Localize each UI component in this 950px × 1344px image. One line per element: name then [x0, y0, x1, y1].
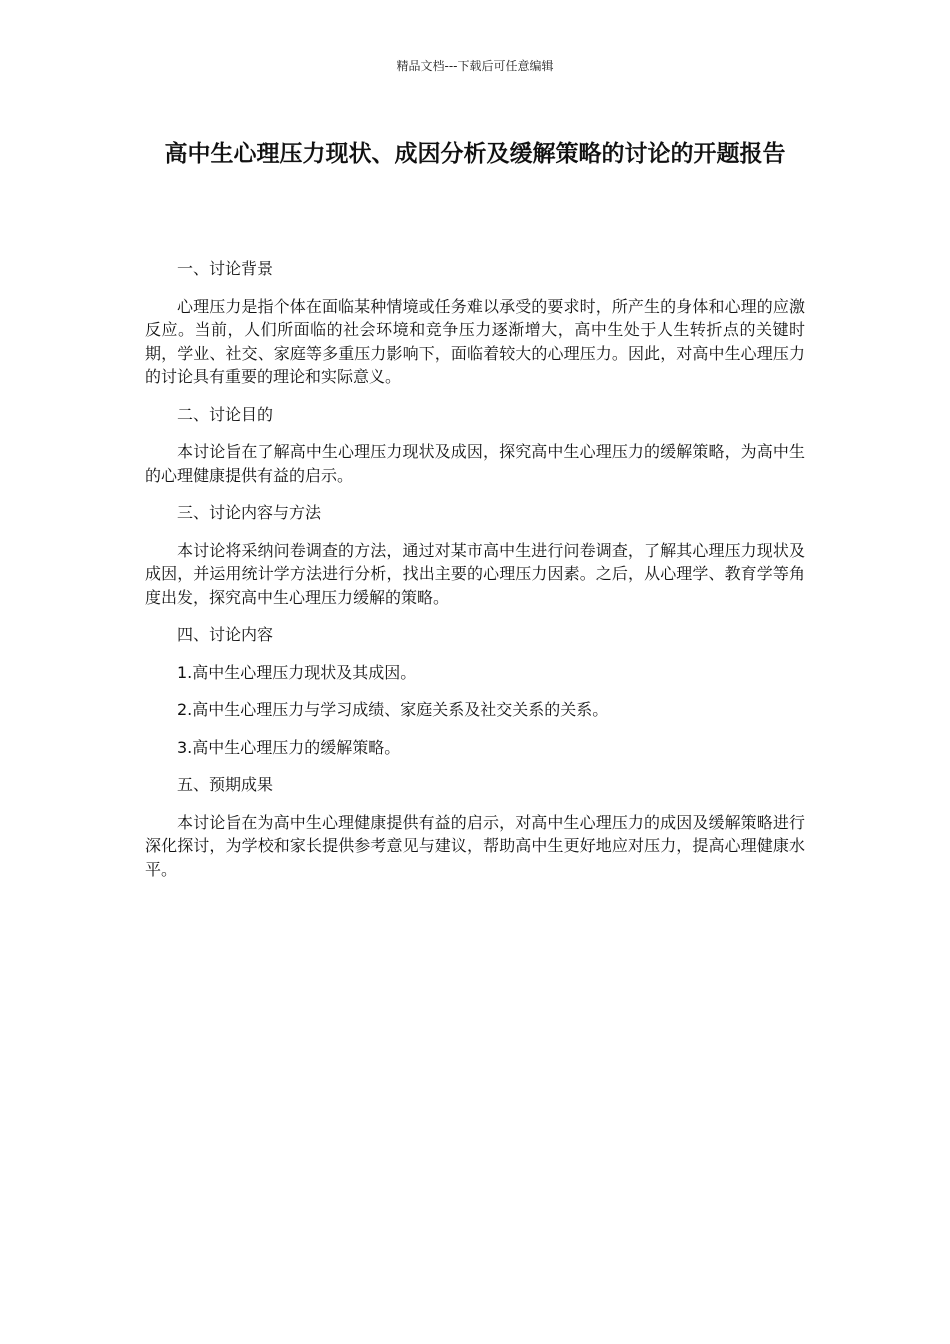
paragraph-outcome: 本讨论旨在为高中生心理健康提供有益的启示，对高中生心理压力的成因及缓解策略进行深化探讨，为学校和家长提供参考意见与建议，帮助高中生更好地应对压力，提高心理健康水平。: [145, 812, 805, 879]
list-item: 3.高中生心理压力的缓解策略。: [177, 737, 401, 757]
paragraph-method: 本讨论将采纳问卷调查的方法，通过对某市高中生进行问卷调查，了解其心理压力现状及成因，并运用统计学方法进行分析，找出主要的心理压力因素。之后，从心理学、教育学等角度出发，探究高中生心理压力缓解的策略。: [145, 540, 805, 607]
section-heading-outcome: 五、预期成果: [177, 775, 274, 794]
section-heading-method: 三、讨论内容与方法: [177, 503, 322, 522]
header-note: 精品文档---下载后可任意编辑: [396, 59, 554, 73]
document-title: 高中生心理压力现状、成因分析及缓解策略的讨论的开题报告: [164, 141, 786, 167]
paragraph-purpose: 本讨论旨在了解高中生心理压力现状及成因，探究高中生心理压力的缓解策略，为高中生的心理健康提供有益的启示。: [145, 442, 805, 485]
section-heading-purpose: 二、讨论目的: [177, 404, 274, 424]
paragraph-background: 心理压力是指个体在面临某种情境或任务难以承受的要求时，所产生的身体和心理的应激反应。当前，人们所面临的社会环境和竞争压力逐渐增大，高中生处于人生转折点的关键时期，学业、社交、家庭等多重压力影响下，面临着较大的心理压力。因此，对高中生心理压力的讨论具有重要的理论和实际意义。: [145, 296, 805, 386]
section-heading-content: 四、讨论内容: [177, 625, 274, 644]
section-heading-background: 一、讨论背景: [177, 259, 274, 278]
list-item: 1.高中生心理压力现状及其成因。: [177, 662, 417, 682]
list-item: 2.高中生心理压力与学习成绩、家庭关系及社交关系的关系。: [177, 700, 609, 719]
document-body: [145, 257, 805, 895]
